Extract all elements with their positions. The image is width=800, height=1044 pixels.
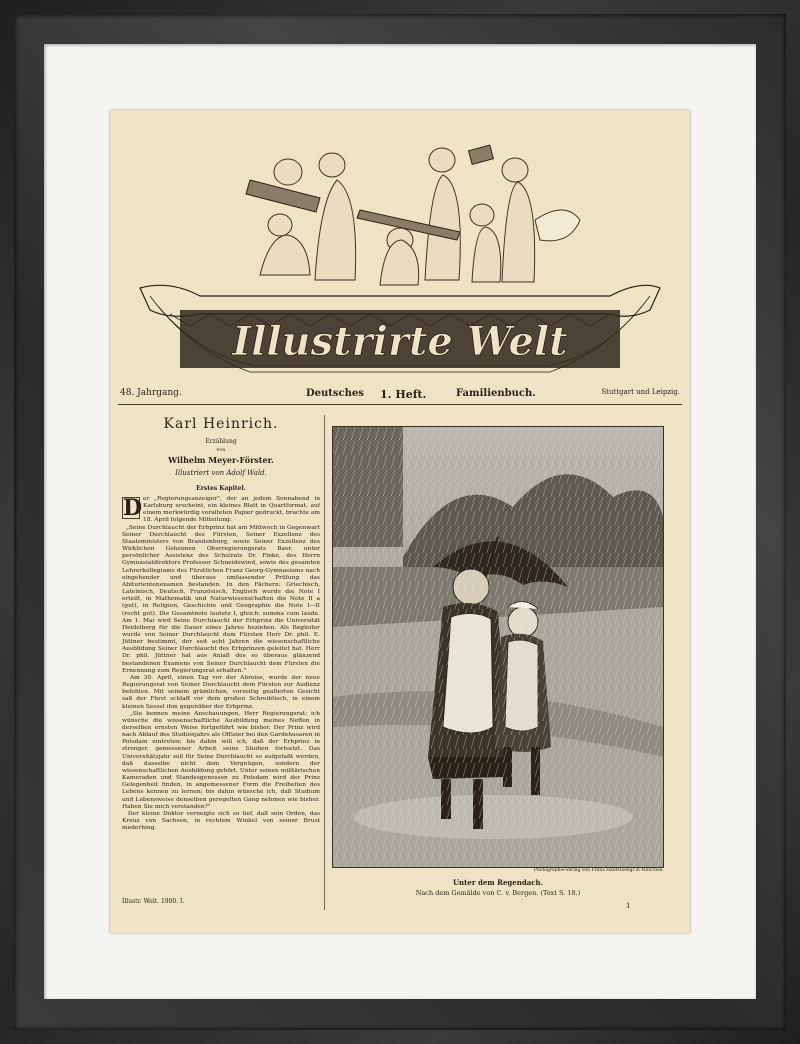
column-footer: Illustr. Welt. 1900. I. <box>122 898 185 905</box>
paragraph: Der kleine Doktor verneigte sich so tief, daß sein Orden, das Kreuz von Sachsen, in rechtem Winkel von seiner Brust niederhing. <box>122 810 320 832</box>
deutsches-label: Deutsches <box>306 388 364 399</box>
masthead <box>110 110 690 390</box>
paragraph: „Seine Durchlaucht der Erbprinz hat am Mittwoch in Gegenwart Seiner Durchlaucht des Fürsten, Seiner Exzellenz des Staatsministers von Brandenburg, sowie Seiner Exzellenz des Wirklichen Geheimen Oberregierungsrats Baer, unter persönlicher Assistenz des Schulrats Dr. Finke, des Herrn Gymnasialdirektors Professor Schneidewind, sowie des gesamten Lehrerkollegiums des Fürstlichen Franz Georg-Gymnasiums nach eingehender und überaus umfassender Prüfung das Abiturientenexamen bestanden. In den Fächern: Griechisch, Lateinisch, Deutsch, Französisch, Englisch wurde die Note I erteilt, in Mathematik und Naturwissenschaften die Note II a (gut), in Religion, Geschichte und Geographie die Note I—II (recht gut). Die Gesamtnote lautete I, gleich: summa cum laude. Am 1. Mai wird Seine Durchlaucht der Erbprinz die Universität Heidelberg für die Dauer eines Jahres beziehen. Als Begleiter wurde von Seiner Durchlaucht dem Fürsten Herr Dr. phil. E. Jüttner bestimmt, der seit acht Jahren die wissenschaftliche Ausbildung Seiner Durchlaucht des Erbprinzen geleitet hat. Herr Dr. phil. Jüttner hat aus Anlaß des so überaus glänzend bestandenen Examens von Seiner Durchlaucht dem Fürsten die Ernennung zum Regierungsrat erhalten." <box>122 524 320 674</box>
publisher-place: Stuttgart und Leipzig. <box>601 388 680 396</box>
paragraph: er „Regierungsanzeiger", der an jedem Sonnabend in Karlsburg erscheint, ein kleines Blatt in Quartformat, auf einem merkwürdig veralteten Papier gedruckt, brachte am 18. April folgende Mitteilung: <box>143 496 320 524</box>
story-body <box>122 496 320 916</box>
masthead-title: Illustrirte Welt <box>232 318 568 365</box>
page-number: 1 <box>626 902 631 910</box>
story-illustrator: Illustriert von Adolf Wald. <box>175 469 267 477</box>
photo-credit: Photographie-Verlag von Franz Hanfstaengl in München. <box>533 868 664 873</box>
masthead-meta <box>110 384 690 404</box>
story-title: Karl Heinrich. <box>163 416 279 432</box>
masthead-illustration <box>110 110 690 390</box>
paragraph: Am 30. April, einen Tag vor der Abreise, wurde der neue Regierungsrat von Seiner Durchlaucht dem Fürsten zur Audienz befohlen. Mit seinem grämlichen, vorzeitig gealterten Gesicht saß der Fürst schlaff vor dem großen Schreibtisch, in einem kleinen Sessel ihm gegenüber der Erbprinz. <box>122 674 320 710</box>
column-divider <box>324 415 325 910</box>
jahrgang: 48. Jahrgang. <box>120 388 182 398</box>
drop-cap: D <box>123 496 143 521</box>
story-author: Wilhelm Meyer-Förster. <box>168 455 274 465</box>
engraving-illustration <box>332 426 664 868</box>
illustration-source: Nach dem Gemälde von C. v. Bergen. (Text S. 18.) <box>415 889 581 897</box>
rain-scene-picture <box>333 427 663 867</box>
magazine-page <box>110 110 690 933</box>
header-rule <box>118 404 682 405</box>
story-von: von <box>216 447 226 453</box>
paragraph: „Sie kennen meine Anschauungen, Herr Regierungsrat; ich wünsche die wissenschaftliche Ausbildung meines Neffen in derselben ernsten Weise fortgeführt wie bisher. Der Prinz wird nach Ablauf des Studienjahrs als Offizier bei den Gardehusaren in Potsdam eintreten; bis dahin will ich, daß der Erbprinz in strenger, gemessener Arbeit seine Studien fortsetzt. Das Universitätsjahr soll für Seine Durchlaucht so aufgefaßt werden, daß dasselbe nicht dem Vergnügen, sondern der wissenschaftlichen Ausbildung gehört. Unter seinen militärischen Kameraden und Standesgenossen zu Potsdam wird der Prinz Gelegenheit finden, in angemessener Form die Freiheiten des Lebens kennen zu lernen; bis dahin wünsche ich, daß Studium und Lebensweise denselben geregelten Gang nehmen wie bisher. Haben Sie mich verstanden?" <box>122 710 320 810</box>
heft-number: 1. Heft. <box>380 388 427 401</box>
familienbuch-label: Familienbuch. <box>456 388 536 399</box>
illustration-title: Unter dem Regendach. <box>452 878 544 887</box>
chapter-heading: Erstes Kapitel. <box>196 485 246 492</box>
story-subtitle: Erzählung <box>205 438 237 445</box>
story-column <box>122 410 320 910</box>
